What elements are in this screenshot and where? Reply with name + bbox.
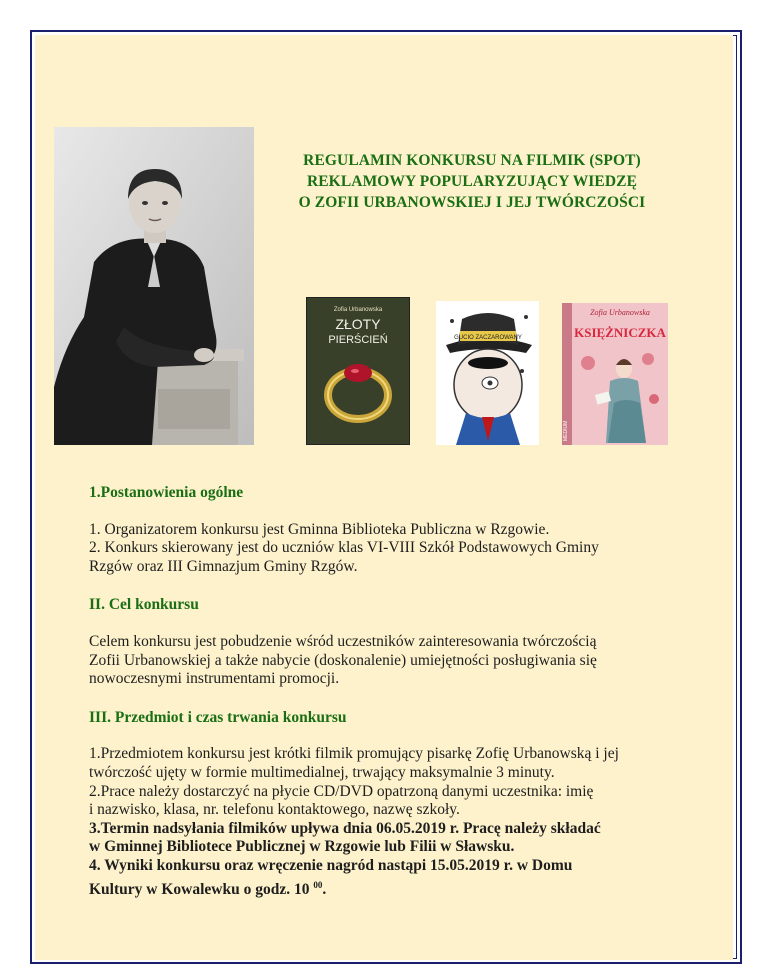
section-subject-line-2: twórczość ujęty w formie multimedialnej, trwający maksymalnie 3 minuty. [89,763,555,781]
book3-publisher: MEDIUM [563,420,569,441]
section-subject-bold-line-4 [89,876,689,900]
book3-author: Zofia Urbanowska [590,308,650,317]
final-line-sup: 00 [313,879,323,890]
portrait-photo [54,127,254,445]
regulations-content [89,484,689,919]
section-general-line-2: 2. Konkurs skierowany jest do uczniów klas VI-VIII Szkół Podstawowych Gminy [89,539,599,557]
section-heading-goal: II. Cel konkursu [89,596,199,614]
title-line-1: REGULAMIN KONKURSU NA FILMIK (SPOT) [303,152,641,169]
final-line-text: Kultury w Kowalewku o godz. 10 [89,880,310,898]
book1-title-2: PIERŚCIEŃ [328,334,388,346]
section-subject-line-4: i nazwisko, klasa, nr. telefonu kontaktowego, nazwę szkoły. [89,801,460,819]
section-general-line-1: 1. Organizatorem konkursu jest Gminna Biblioteka Publiczna w Rzgowie. [89,520,550,538]
section-general-line-3: Rzgów oraz III Gimnazjum Gminy Rzgów. [89,557,358,575]
book1-title-1: ZŁOTY [335,316,381,332]
section-heading-general: 1.Postanowienia ogólne [89,484,244,501]
section-subject-bold-line-3: 4. Wyniki konkursu oraz wręczenie nagród nastąpi 15.05.2019 r. w Domu [89,856,573,874]
book2-title: GUCIO ZACZAROWANY [454,335,522,341]
section-subject-line-3: 2.Prace należy dostarczyć na płycie CD/DVD opatrzoną danymi uczestnika: imię [89,782,594,800]
section-goal-line-1: Celem konkursu jest pobudzenie wśród uczestników zainteresowania twórczością [89,632,597,650]
book-cover-ksiezniczka [562,303,668,445]
section-subject-bold-line-1: 3.Termin nadsyłania filmików upływa dnia 06.05.2019 r. Pracę należy składać [89,819,601,837]
section-subject-bold-line-2: w Gminnej Bibliotece Publicznej w Rzgowie lub Filii w Sławsku. [89,838,515,856]
final-line-end: . [322,880,327,898]
book1-author: Zofia Urbanowska [333,307,383,313]
book-cover-gucio-zaczarowany [436,301,539,445]
book3-title: KSIĘŻNICZKA [574,325,666,340]
book-cover-zloty-pierscien [306,297,410,445]
title-line-2: REKLAMOWY POPULARYZUJĄCY WIEDZĘ [306,173,638,190]
section-subject [89,709,689,900]
document-title [262,150,682,213]
title-line-3: O ZOFII URBANOWSKIEJ I JEJ TWÓRCZOŚCI [298,194,646,211]
section-general [89,484,689,576]
section-goal-line-2: Zofii Urbanowskiej a także nabycie (doskonalenie) umiejętności posługiwania się [89,651,597,669]
section-heading-subject: III. Przedmiot i czas trwania konkursu [89,708,347,726]
section-subject-line-1: 1.Przedmiotem konkursu jest krótki filmik promujący pisarkę Zofię Urbanowską i jej [89,745,619,763]
section-goal-line-3: nowoczesnymi instrumentami promocji. [89,670,340,688]
section-goal [89,596,689,688]
